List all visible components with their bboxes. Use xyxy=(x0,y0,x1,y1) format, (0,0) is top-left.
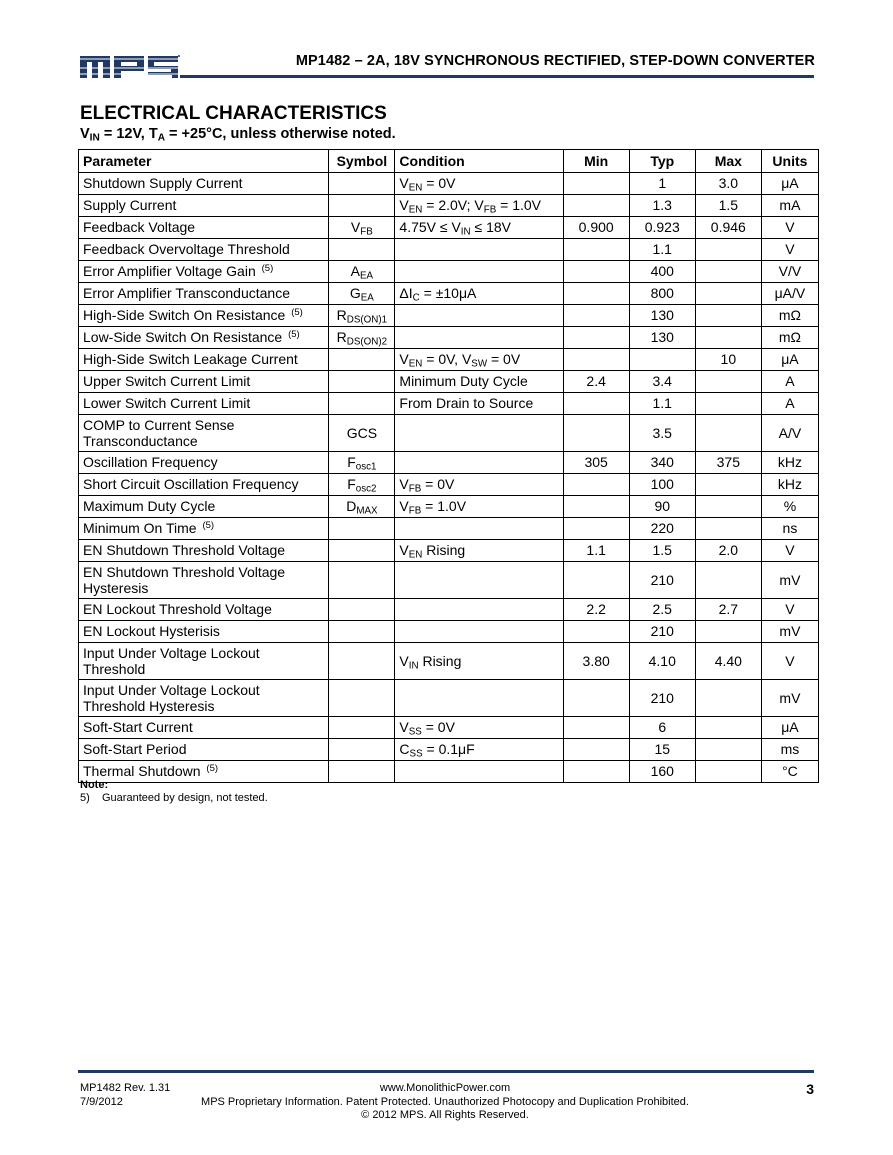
cell-condition: $V_{SS} = 0V$ xyxy=(395,717,563,739)
cell-max: 3.0 xyxy=(695,173,761,195)
cell-typ: 1.5 xyxy=(629,540,695,562)
table-row xyxy=(79,261,819,283)
table-row xyxy=(79,371,819,393)
table-row xyxy=(79,474,819,496)
cell-parameter: Upper Switch Current Limit xyxy=(79,371,329,393)
cell-max xyxy=(695,496,761,518)
cell-symbol xyxy=(329,761,395,783)
cell-parameter: Input Under Voltage Lockout Threshold Hysteresis xyxy=(79,680,329,717)
cell-min xyxy=(563,761,629,783)
column-header-symbol: Symbol xyxy=(329,150,395,173)
column-header-max: Max xyxy=(695,150,761,173)
cell-symbol: $R_{DS(ON)2}$ xyxy=(329,327,395,349)
cell-min xyxy=(563,739,629,761)
cell-min xyxy=(563,518,629,540)
cell-typ: 1.3 xyxy=(629,195,695,217)
cell-units: V xyxy=(761,217,818,239)
note-text: 5) Guaranteed by design, not tested. xyxy=(80,792,268,804)
cell-typ: 130 xyxy=(629,327,695,349)
cell-min: 305 xyxy=(563,452,629,474)
cell-max: 0.946 xyxy=(695,217,761,239)
test-conditions: $V_{IN} = 12V$, $T_A = +25^\circ C$, unless otherwise noted. xyxy=(80,126,396,144)
cell-min xyxy=(563,349,629,371)
table-row xyxy=(79,452,819,474)
cell-typ: 400 xyxy=(629,261,695,283)
table-row xyxy=(79,599,819,621)
mps-logo xyxy=(80,52,180,80)
table-body xyxy=(79,173,819,783)
table-row xyxy=(79,217,819,239)
header-divider xyxy=(180,75,814,78)
cell-typ: 90 xyxy=(629,496,695,518)
cell-typ: 2.5 xyxy=(629,599,695,621)
table-row xyxy=(79,717,819,739)
cell-parameter: Maximum Duty Cycle xyxy=(79,496,329,518)
cell-condition xyxy=(395,621,563,643)
cell-condition: $\Delta I_C = \pm 10\mu A$ xyxy=(395,283,563,305)
column-header-condition: Condition xyxy=(395,150,563,173)
cell-parameter: Oscillation Frequency xyxy=(79,452,329,474)
cell-min: 1.1 xyxy=(563,540,629,562)
footer-proprietary: MPS Proprietary Information. Patent Protected. Unauthorized Photocopy and Duplication Prohibited. xyxy=(201,1095,689,1108)
cell-units: μA xyxy=(761,349,818,371)
cell-condition xyxy=(395,415,563,452)
cell-units: V xyxy=(761,599,818,621)
table-row xyxy=(79,349,819,371)
cell-min xyxy=(563,562,629,599)
cell-min xyxy=(563,393,629,415)
table-row xyxy=(79,621,819,643)
cell-parameter: Soft-Start Current xyxy=(79,717,329,739)
cell-parameter: EN Lockout Threshold Voltage xyxy=(79,599,329,621)
cell-units: A xyxy=(761,371,818,393)
cell-symbol xyxy=(329,393,395,415)
cell-typ: 6 xyxy=(629,717,695,739)
cell-condition xyxy=(395,452,563,474)
cell-typ: 210 xyxy=(629,562,695,599)
cell-typ: 3.4 xyxy=(629,371,695,393)
cell-parameter: Low-Side Switch On Resistance $^{(5)}$ xyxy=(79,327,329,349)
table-row xyxy=(79,173,819,195)
cell-max: 10 xyxy=(695,349,761,371)
cell-symbol: GCS xyxy=(329,415,395,452)
cell-parameter: High-Side Switch On Resistance $^{(5)}$ xyxy=(79,305,329,327)
cell-symbol: $R_{DS(ON)1}$ xyxy=(329,305,395,327)
cell-min xyxy=(563,717,629,739)
cell-max xyxy=(695,739,761,761)
cell-units: μA/V xyxy=(761,283,818,305)
cell-symbol: $G_{EA}$ xyxy=(329,283,395,305)
cell-symbol: $D_{MAX}$ xyxy=(329,496,395,518)
cell-typ: 210 xyxy=(629,621,695,643)
cell-condition: $V_{EN} = 2.0V$; $V_{FB} = 1.0V$ xyxy=(395,195,563,217)
cell-max: 2.0 xyxy=(695,540,761,562)
cell-typ: 0.923 xyxy=(629,217,695,239)
cell-min xyxy=(563,173,629,195)
cell-condition: $V_{EN} = 0V$ xyxy=(395,173,563,195)
cell-units: A/V xyxy=(761,415,818,452)
cell-typ: 100 xyxy=(629,474,695,496)
cell-symbol xyxy=(329,518,395,540)
table-row xyxy=(79,415,819,452)
cell-parameter: Error Amplifier Transconductance xyxy=(79,283,329,305)
column-header-parameter: Parameter xyxy=(79,150,329,173)
cell-units: V xyxy=(761,643,818,680)
cell-max xyxy=(695,562,761,599)
cell-parameter: Error Amplifier Voltage Gain $^{(5)}$ xyxy=(79,261,329,283)
cell-units: mΩ xyxy=(761,305,818,327)
cell-min xyxy=(563,474,629,496)
cell-typ: 800 xyxy=(629,283,695,305)
table-row xyxy=(79,305,819,327)
cell-max xyxy=(695,680,761,717)
footer-date: 7/9/2012 xyxy=(80,1096,123,1108)
footer-url: www.MonolithicPower.com xyxy=(379,1082,511,1094)
cell-condition: $V_{FB} = 1.0V$ xyxy=(395,496,563,518)
cell-parameter: Short Circuit Oscillation Frequency xyxy=(79,474,329,496)
cell-max xyxy=(695,327,761,349)
cell-typ: 1 xyxy=(629,173,695,195)
cell-max: 4.40 xyxy=(695,643,761,680)
cell-condition: Minimum Duty Cycle xyxy=(395,371,563,393)
cell-parameter: Shutdown Supply Current xyxy=(79,173,329,195)
table-row xyxy=(79,739,819,761)
cell-condition: From Drain to Source xyxy=(395,393,563,415)
cell-symbol xyxy=(329,349,395,371)
cell-symbol: $F_{osc1}$ xyxy=(329,452,395,474)
cell-condition xyxy=(395,305,563,327)
cell-units: V xyxy=(761,239,818,261)
cell-min xyxy=(563,239,629,261)
cell-min xyxy=(563,195,629,217)
cell-condition xyxy=(395,327,563,349)
cell-min xyxy=(563,283,629,305)
cell-symbol xyxy=(329,173,395,195)
cell-parameter: EN Shutdown Threshold Voltage xyxy=(79,540,329,562)
cell-condition xyxy=(395,239,563,261)
cell-symbol xyxy=(329,195,395,217)
cell-units: % xyxy=(761,496,818,518)
footer-legal xyxy=(130,1082,760,1123)
cell-max xyxy=(695,283,761,305)
cell-condition: $V_{IN}$ Rising xyxy=(395,643,563,680)
cell-typ: 130 xyxy=(629,305,695,327)
cell-units: kHz xyxy=(761,474,818,496)
cell-max xyxy=(695,518,761,540)
cell-units: V xyxy=(761,540,818,562)
cell-symbol xyxy=(329,239,395,261)
cell-min xyxy=(563,327,629,349)
cell-typ: 4.10 xyxy=(629,643,695,680)
cell-units: mV xyxy=(761,680,818,717)
table-row xyxy=(79,283,819,305)
cell-max xyxy=(695,371,761,393)
table-row xyxy=(79,239,819,261)
cell-condition: $V_{FB} = 0V$ xyxy=(395,474,563,496)
cell-symbol: $A_{EA}$ xyxy=(329,261,395,283)
table-row xyxy=(79,327,819,349)
cell-units: μA xyxy=(761,717,818,739)
cell-max xyxy=(695,239,761,261)
cell-condition xyxy=(395,599,563,621)
cell-parameter: Feedback Voltage xyxy=(79,217,329,239)
table-row xyxy=(79,195,819,217)
cell-max xyxy=(695,761,761,783)
cell-min: 3.80 xyxy=(563,643,629,680)
cell-symbol xyxy=(329,739,395,761)
cell-max: 2.7 xyxy=(695,599,761,621)
cell-min xyxy=(563,621,629,643)
cell-min xyxy=(563,680,629,717)
cell-units: °C xyxy=(761,761,818,783)
cell-parameter: COMP to Current Sense Transconductance xyxy=(79,415,329,452)
table-row xyxy=(79,496,819,518)
cell-condition xyxy=(395,261,563,283)
cell-symbol xyxy=(329,540,395,562)
page-number: 3 xyxy=(806,1081,814,1097)
cell-typ xyxy=(629,349,695,371)
cell-condition xyxy=(395,761,563,783)
cell-symbol: $F_{osc2}$ xyxy=(329,474,395,496)
column-header-typ: Typ xyxy=(629,150,695,173)
cell-condition: $V_{EN}$ Rising xyxy=(395,540,563,562)
cell-min: 0.900 xyxy=(563,217,629,239)
table-row xyxy=(79,643,819,680)
cell-units: mA xyxy=(761,195,818,217)
cell-typ: 3.5 xyxy=(629,415,695,452)
cell-parameter: Thermal Shutdown $^{(5)}$ xyxy=(79,761,329,783)
cell-symbol xyxy=(329,599,395,621)
cell-symbol xyxy=(329,562,395,599)
cell-parameter: Soft-Start Period xyxy=(79,739,329,761)
cell-max xyxy=(695,717,761,739)
cell-min xyxy=(563,305,629,327)
cell-parameter: Supply Current xyxy=(79,195,329,217)
cell-parameter: EN Shutdown Threshold Voltage Hysteresis xyxy=(79,562,329,599)
cell-condition: $4.75V \le V_{IN} \le 18V$ xyxy=(395,217,563,239)
cell-symbol xyxy=(329,717,395,739)
cell-min xyxy=(563,496,629,518)
cell-units: A xyxy=(761,393,818,415)
cell-units: V/V xyxy=(761,261,818,283)
cell-units: mΩ xyxy=(761,327,818,349)
cell-max xyxy=(695,305,761,327)
cell-typ: 220 xyxy=(629,518,695,540)
cell-units: mV xyxy=(761,621,818,643)
table-row xyxy=(79,540,819,562)
cell-symbol xyxy=(329,371,395,393)
cell-units: mV xyxy=(761,562,818,599)
cell-min xyxy=(563,415,629,452)
cell-typ: 160 xyxy=(629,761,695,783)
cell-min: 2.2 xyxy=(563,599,629,621)
cell-symbol xyxy=(329,643,395,680)
cell-typ: 340 xyxy=(629,452,695,474)
note-label: Note: xyxy=(80,779,109,791)
footer-copyright: © 2012 MPS. All Rights Reserved. xyxy=(361,1109,529,1121)
footer-revision: MP1482 Rev. 1.31 xyxy=(80,1082,171,1094)
cell-max xyxy=(695,415,761,452)
cell-min: 2.4 xyxy=(563,371,629,393)
column-header-units: Units xyxy=(761,150,818,173)
cell-units: ms xyxy=(761,739,818,761)
document-title: MP1482 – 2A, 18V SYNCHRONOUS RECTIFIED, STEP-DOWN CONVERTER xyxy=(295,53,815,69)
cell-condition xyxy=(395,562,563,599)
cell-units: kHz xyxy=(761,452,818,474)
cell-typ: 1.1 xyxy=(629,239,695,261)
table-header-row xyxy=(79,150,819,173)
cell-units: μA xyxy=(761,173,818,195)
cell-units: ns xyxy=(761,518,818,540)
cell-max xyxy=(695,621,761,643)
table-row xyxy=(79,393,819,415)
section-title: ELECTRICAL CHARACTERISTICS xyxy=(80,103,387,124)
cell-typ: 15 xyxy=(629,739,695,761)
electrical-characteristics-table xyxy=(78,149,819,783)
cell-condition xyxy=(395,680,563,717)
cell-condition: $C_{SS} = 0.1\mu F$ xyxy=(395,739,563,761)
cell-symbol xyxy=(329,680,395,717)
table-row xyxy=(79,518,819,540)
cell-typ: 210 xyxy=(629,680,695,717)
cell-parameter: Input Under Voltage Lockout Threshold xyxy=(79,643,329,680)
cell-typ: 1.1 xyxy=(629,393,695,415)
table-row xyxy=(79,761,819,783)
cell-symbol xyxy=(329,621,395,643)
cell-condition xyxy=(395,518,563,540)
table-row xyxy=(79,562,819,599)
cell-parameter: Minimum On Time $^{(5)}$ xyxy=(79,518,329,540)
cell-max: 1.5 xyxy=(695,195,761,217)
cell-parameter: Lower Switch Current Limit xyxy=(79,393,329,415)
cell-max xyxy=(695,261,761,283)
cell-parameter: EN Lockout Hysterisis xyxy=(79,621,329,643)
cell-max: 375 xyxy=(695,452,761,474)
footer-divider xyxy=(78,1070,814,1073)
cell-symbol: $V_{FB}$ xyxy=(329,217,395,239)
cell-min xyxy=(563,261,629,283)
table-row xyxy=(79,680,819,717)
cell-max xyxy=(695,393,761,415)
cell-condition: $V_{EN} = 0V$, $V_{SW} = 0V$ xyxy=(395,349,563,371)
cell-max xyxy=(695,474,761,496)
cell-parameter: High-Side Switch Leakage Current xyxy=(79,349,329,371)
column-header-min: Min xyxy=(563,150,629,173)
cell-parameter: Feedback Overvoltage Threshold xyxy=(79,239,329,261)
